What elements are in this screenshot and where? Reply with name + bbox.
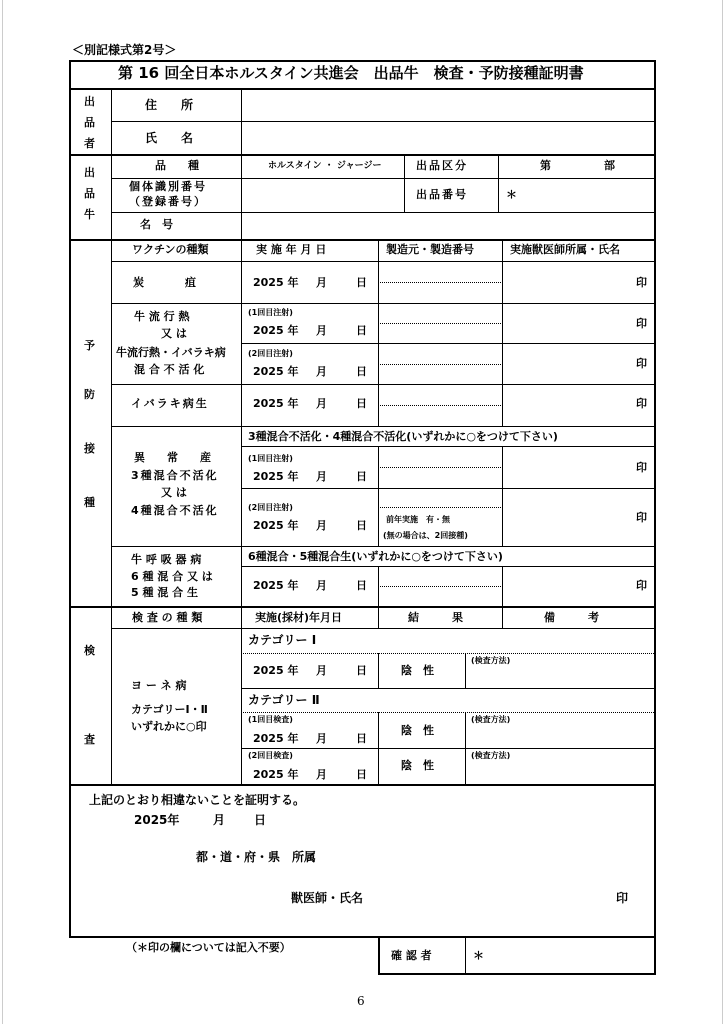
abortion-second-year: 2025 年 (253, 519, 299, 532)
inspection-type-header: 検 査 の 種 類 (132, 611, 203, 624)
abortion-label-line-1: 異 常 産 (134, 451, 211, 464)
inspection-section-char-1: 検 (84, 644, 95, 657)
respiratory-note: 6種混合・5種混合生(いずれかに○をつけて下さい) (248, 550, 503, 563)
cow-name-field[interactable] (246, 215, 650, 236)
bef-first-year: 2025 年 (253, 324, 299, 337)
cow-name-label: 名 号 (140, 218, 173, 231)
ibaraki-month: 月 (316, 397, 327, 410)
abortion-second-shot: (2回目注射) (248, 503, 293, 512)
bef-first-month: 月 (316, 324, 327, 337)
cat2-second-method: (検査方法) (471, 751, 511, 760)
bef-first-seal: 印 (636, 317, 647, 330)
anthrax-day: 日 (356, 276, 367, 289)
bef-label-line-3: 牛流行熱・イバラキ病 (116, 346, 226, 359)
category-note-line-1: カテゴリーⅠ・Ⅱ (131, 703, 208, 716)
form-title: 第 16 回全日本ホルスタイン共進会 出品牛 検査・予防接種証明書 (118, 64, 584, 82)
certification-year: 2025年 (134, 813, 180, 827)
id-number-field[interactable] (246, 182, 400, 208)
respiratory-label-line-3: 5 種 混 合 生 (131, 586, 198, 599)
category-2-label[interactable]: カテゴリー Ⅱ (248, 693, 320, 707)
ibaraki-seal: 印 (636, 397, 647, 410)
cattle-section-char-2: 品 (84, 187, 95, 200)
cat2-first-year: 2025 年 (253, 732, 299, 745)
vaccine-type-header: ワクチンの種類 (132, 243, 209, 256)
bef-second-seal: 印 (636, 357, 647, 370)
cat2-first-result: 陰 性 (401, 724, 434, 737)
category-1-label[interactable]: カテゴリー Ⅰ (248, 633, 317, 647)
cat2-second-month: 月 (316, 768, 327, 781)
bef-first-shot: (1回目注射) (248, 308, 293, 317)
cat2-first-test: (1回目検査) (248, 715, 293, 724)
manufacturer-header: 製造元・製造番号 (386, 243, 474, 256)
abortion-first-shot: (1回目注射) (248, 454, 293, 463)
vaccination-section-char-2: 防 (84, 388, 95, 401)
prefecture-affiliation-label: 都・道・府・県 所属 (196, 850, 317, 864)
category-value-2: 部 (604, 159, 615, 172)
abortion-label-line-4: 4種混合不活化 (131, 504, 219, 517)
entry-number-mark: ＊ (506, 188, 517, 201)
cat2-second-year: 2025 年 (253, 768, 299, 781)
certification-month: 月 (213, 813, 226, 827)
vaccination-section-char-3: 接 (84, 442, 95, 455)
page-number: 6 (357, 994, 365, 1008)
anthrax-label: 炭 疽 (133, 276, 198, 289)
respiratory-day: 日 (356, 579, 367, 592)
cat2-first-method: (検査方法) (471, 715, 511, 724)
cattle-section-char-1: 出 (84, 166, 95, 179)
anthrax-month: 月 (316, 276, 327, 289)
result-header: 結 果 (408, 611, 463, 624)
bef-first-day: 日 (356, 324, 367, 337)
johnes-disease-label: ヨ ー ネ 病 (131, 679, 187, 692)
address-label: 住 所 (145, 98, 194, 112)
name-field[interactable] (246, 125, 650, 150)
veterinarian-name-label: 獣医師・氏名 (291, 891, 364, 905)
abortion-second-month: 月 (316, 519, 327, 532)
abortion-second-seal: 印 (636, 511, 647, 524)
abortion-first-year: 2025 年 (253, 470, 299, 483)
bef-second-month: 月 (316, 365, 327, 378)
previous-year-note: (無の場合は、2回接種) (383, 531, 468, 540)
form-label: ＜別記様式第2号＞ (72, 43, 177, 57)
category-label: 出品区分 (416, 159, 468, 172)
abortion-label-line-2: 3種混合不活化 (131, 469, 219, 482)
abortion-note: 3種混合不活化・4種混合不活化(いずれかに○をつけて下さい) (248, 430, 558, 443)
respiratory-label-line-2: 6 種 混 合 又 は (131, 570, 213, 583)
id-number-label: 個体識別番号 (129, 180, 207, 193)
certification-statement: 上記のとおり相違ないことを証明する。 (89, 793, 306, 807)
breed-value[interactable]: ホルスタイン ・ ジャージー (268, 161, 382, 171)
bef-label-line-1: 牛 流 行 熱 (134, 310, 190, 323)
abortion-label-line-3: 又 は (161, 486, 187, 499)
registration-number-label: （登録番号） (129, 195, 207, 208)
category-note-line-2: いずれかに○印 (131, 720, 207, 733)
previous-year-status: 前年実施 有・無 (386, 515, 450, 524)
confirmer-mark: ＊ (473, 949, 484, 962)
abortion-first-day: 日 (356, 470, 367, 483)
bef-label-line-2: 又 は (161, 327, 187, 340)
cat1-year: 2025 年 (253, 664, 299, 677)
cat1-method: (検査方法) (471, 656, 511, 665)
exhibitor-section-char-2: 品 (84, 116, 95, 129)
veterinarian-seal: 印 (616, 891, 629, 905)
asterisk-note: （＊印の欄については記入不要） (126, 941, 291, 954)
cat2-second-result: 陰 性 (401, 759, 434, 772)
certification-day: 日 (254, 813, 267, 827)
bef-second-day: 日 (356, 365, 367, 378)
cat1-day: 日 (356, 664, 367, 677)
breed-label: 品 種 (155, 159, 199, 172)
vaccination-section-char-4: 種 (84, 496, 95, 509)
respiratory-year: 2025 年 (253, 579, 299, 592)
veterinarian-header: 実施獣医師所属・氏名 (510, 243, 620, 256)
abortion-first-month: 月 (316, 470, 327, 483)
abortion-second-day: 日 (356, 519, 367, 532)
cat1-result: 陰 性 (401, 664, 434, 677)
remarks-header: 備 考 (544, 611, 599, 624)
entry-number-label: 出品番号 (416, 188, 468, 201)
ibaraki-label: イバラキ病生 (131, 397, 209, 410)
exhibitor-section-char-1: 出 (84, 95, 95, 108)
abortion-first-seal: 印 (636, 461, 647, 474)
inspection-date-header: 実施(採材)年月日 (255, 611, 343, 624)
address-field[interactable] (246, 92, 650, 117)
confirmer-label: 確 認 者 (391, 949, 432, 962)
cat2-second-test: (2回目検査) (248, 751, 293, 760)
respiratory-month: 月 (316, 579, 327, 592)
cat2-second-day: 日 (356, 768, 367, 781)
bef-label-line-4: 混 合 不 活 化 (134, 363, 205, 376)
bef-second-shot: (2回目注射) (248, 349, 293, 358)
inspection-section-char-2: 査 (84, 733, 95, 746)
cat2-first-day: 日 (356, 732, 367, 745)
name-label: 氏 名 (145, 131, 194, 145)
cat2-first-month: 月 (316, 732, 327, 745)
vaccination-date-header: 実 施 年 月 日 (256, 243, 327, 256)
anthrax-year: 2025 年 (253, 276, 299, 289)
category-value-1: 第 (540, 159, 551, 172)
cat1-month: 月 (316, 664, 327, 677)
exhibitor-section-char-3: 者 (84, 137, 95, 150)
ibaraki-day: 日 (356, 397, 367, 410)
anthrax-seal: 印 (636, 276, 647, 289)
respiratory-label-line-1: 牛 呼 吸 器 病 (131, 553, 202, 566)
vaccination-section-char-1: 予 (84, 339, 95, 352)
respiratory-seal: 印 (636, 579, 647, 592)
bef-second-year: 2025 年 (253, 365, 299, 378)
cattle-section-char-3: 牛 (84, 208, 95, 221)
ibaraki-year: 2025 年 (253, 397, 299, 410)
